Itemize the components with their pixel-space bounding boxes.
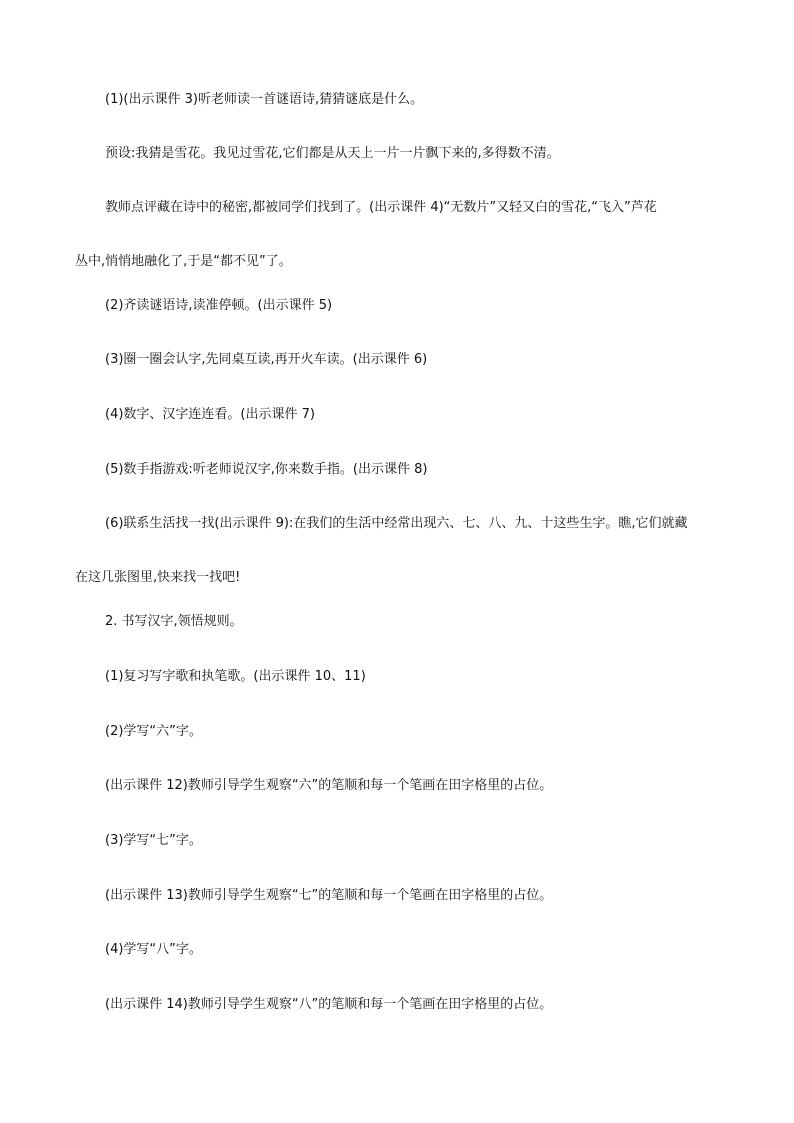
- paragraph-read-together: [105, 296, 745, 316]
- paragraph-finger-game: [105, 460, 745, 480]
- paragraph-write-six: [105, 722, 745, 742]
- paragraph-preset-answer: [105, 144, 745, 164]
- paragraph-riddle-poem: [105, 90, 745, 110]
- text-line: (出示课件 12)教师引导学生观察“六”的笔顺和每一个笔画在田字格里的占位。: [105, 778, 553, 793]
- text-line-continued: 丛中,悄悄地融化了,于是“都不见”了。: [75, 254, 292, 269]
- text-line: 2. 书写汉字,领悟规则。: [105, 614, 243, 629]
- paragraph-match-numbers: [105, 405, 745, 425]
- paragraph-find-in-life: [75, 514, 745, 588]
- text-line: (2)学写“六”字。: [105, 724, 202, 739]
- text-line: (3)学写“七”字。: [105, 833, 202, 848]
- text-line: (2)齐读谜语诗,读准停顿。(出示课件 5): [105, 298, 333, 313]
- paragraph-observe-eight: [105, 995, 745, 1015]
- text-line: (出示课件 13)教师引导学生观察“七”的笔顺和每一个笔画在田字格里的占位。: [105, 888, 553, 903]
- paragraph-teacher-comment: [75, 198, 745, 272]
- text-line: 预设:我猜是雪花。我见过雪花,它们都是从天上一片一片飘下来的,多得数不清。: [105, 146, 560, 161]
- paragraph-circle-characters: [105, 350, 745, 370]
- text-line: (4)学写“八”字。: [105, 942, 202, 957]
- text-line: (5)数手指游戏:听老师说汉字,你来数手指。(出示课件 8): [105, 462, 428, 477]
- text-line: (4)数字、汉字连连看。(出示课件 7): [105, 407, 315, 422]
- text-line-continued: 在这几张图里,快来找一找吧!: [75, 570, 241, 585]
- section-heading-writing: [105, 612, 745, 632]
- text-line: (6)联系生活找一找(出示课件 9):在我们的生活中经常出现六、七、八、九、十这些生字。瞧,它们就藏: [105, 516, 688, 531]
- paragraph-observe-seven: [105, 886, 745, 906]
- paragraph-write-eight: [105, 940, 745, 960]
- text-line: (3)圈一圈会认字,先同桌互读,再开火车读。(出示课件 6): [105, 352, 428, 367]
- paragraph-review-songs: [105, 667, 745, 687]
- text-line: (出示课件 14)教师引导学生观察“八”的笔顺和每一个笔画在田字格里的占位。: [105, 997, 553, 1012]
- text-line: (1)复习写字歌和执笔歌。(出示课件 10、11): [105, 669, 366, 684]
- text-line: (1)(出示课件 3)听老师读一首谜语诗,猜猜谜底是什么。: [105, 92, 424, 107]
- text-line: 教师点评藏在诗中的秘密,都被同学们找到了。(出示课件 4)“无数片”又轻又白的雪花,“飞入”芦花: [105, 200, 657, 215]
- paragraph-observe-six: [105, 776, 745, 796]
- paragraph-write-seven: [105, 831, 745, 851]
